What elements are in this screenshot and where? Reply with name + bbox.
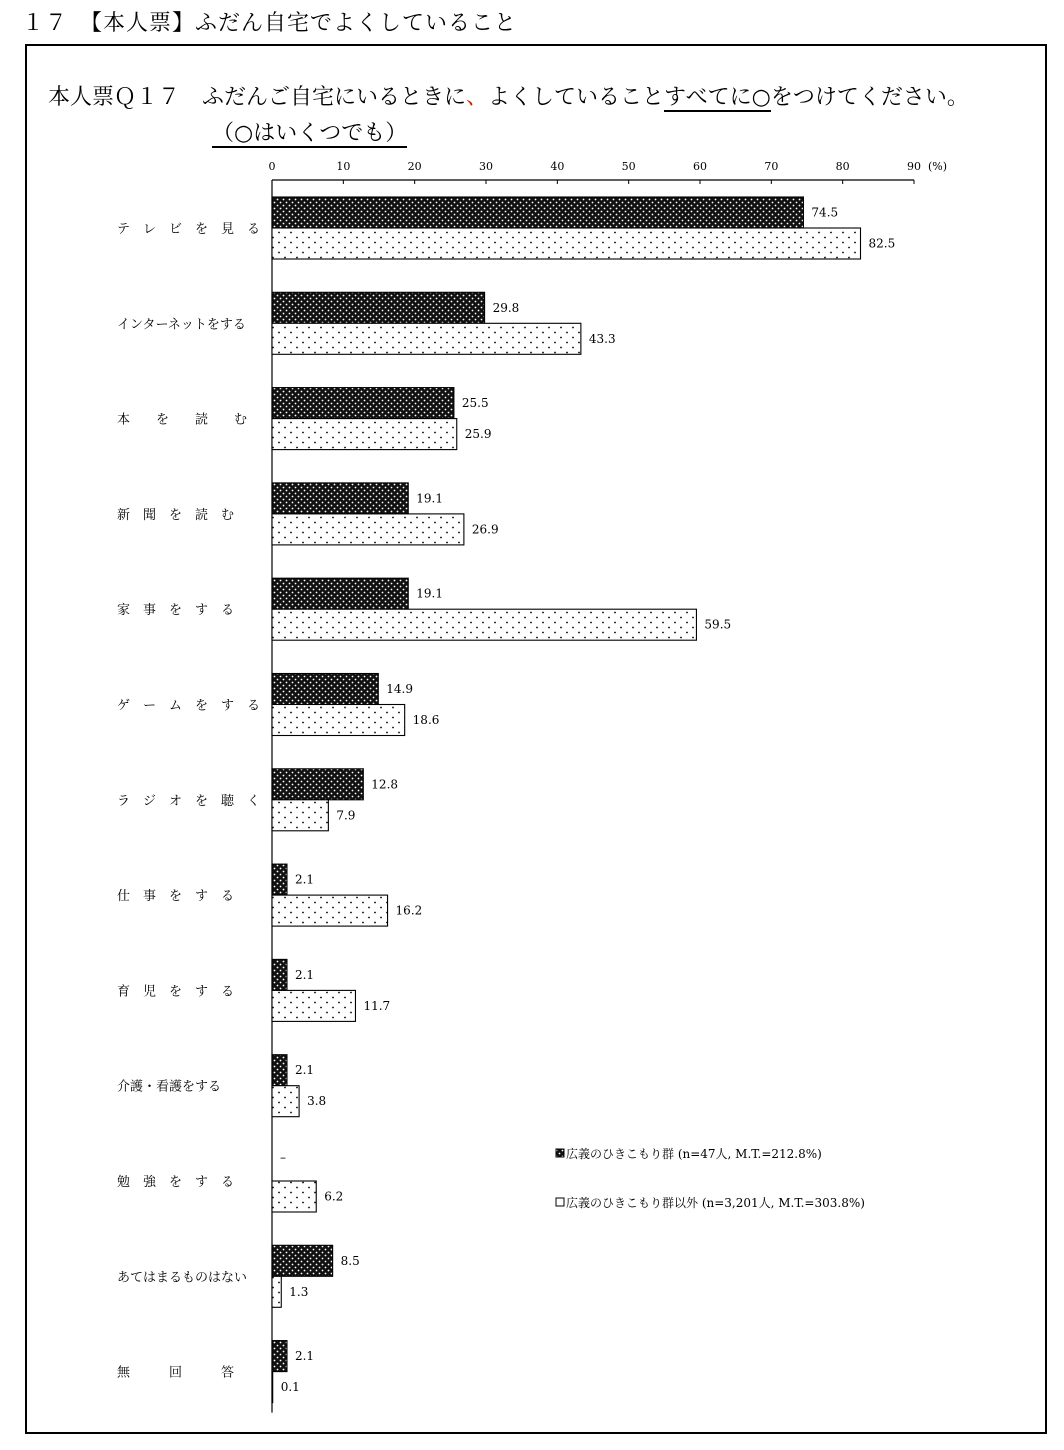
category-label: ラ ジ オ を 聴 く [117, 793, 261, 809]
question-underlined: すべてに○ [664, 85, 771, 110]
category-label: あてはまるものはない [117, 1270, 248, 1286]
value-label: 2.1 [294, 872, 315, 887]
value-label: 59.5 [704, 617, 732, 632]
tick-label: 30 [479, 160, 493, 173]
bar [272, 197, 803, 228]
bars [272, 197, 861, 1403]
value-label: 16.2 [395, 903, 423, 918]
value-label: 19.1 [416, 491, 443, 506]
value-label: 11.7 [363, 998, 391, 1013]
category-label: 家 事 を す る [117, 603, 235, 619]
category-label: テ レ ビ を 見 る [117, 222, 261, 237]
category-labels [117, 222, 260, 1381]
question-comma: 、 [466, 85, 489, 110]
value-label: 7.9 [336, 808, 356, 823]
tick-label: 60 [693, 160, 707, 173]
bar [272, 228, 861, 259]
legend-swatch [556, 1198, 564, 1206]
category-label: 育 児 を す る [117, 984, 235, 1000]
bar [272, 483, 408, 514]
section-heading: １７ 【本人票】ふだん自宅でよくしていること [22, 11, 518, 36]
value-label: 3.8 [307, 1094, 327, 1109]
category-label: 本 を 読 む [117, 412, 248, 428]
value-label: 0.1 [280, 1380, 300, 1395]
bar [272, 578, 408, 609]
value-label: 18.6 [412, 713, 440, 727]
category-label: ゲ ー ム を す る [117, 698, 261, 714]
tick-label: 40 [550, 160, 565, 173]
axis-unit: (%) [928, 160, 948, 173]
value-labels [280, 206, 895, 1395]
bar [272, 1276, 281, 1307]
category-label: インターネットをする [117, 317, 246, 333]
value-label: 2.1 [294, 1349, 315, 1364]
bar [272, 292, 485, 323]
value-label: 26.9 [471, 522, 499, 537]
value-label: 12.8 [371, 777, 399, 792]
bar [272, 1055, 287, 1086]
bar [272, 674, 378, 705]
bar [272, 609, 696, 640]
bar [272, 800, 328, 831]
bar [272, 864, 287, 895]
value-label: 25.5 [461, 396, 489, 411]
value-label: 2.1 [294, 967, 315, 982]
tick-label: 10 [336, 160, 351, 173]
bar [272, 895, 388, 926]
tick-label: 90 [907, 160, 921, 173]
bar [272, 705, 405, 736]
value-label: 82.5 [868, 236, 896, 251]
tick-label: 70 [764, 160, 779, 173]
bar [272, 419, 457, 450]
question-instruction: （○はいくつでも） [212, 121, 408, 146]
tick-label: 80 [835, 160, 850, 173]
tick-label: 20 [407, 160, 422, 173]
value-label: 43.3 [588, 331, 616, 346]
value-label: – [280, 1150, 286, 1165]
value-label: 1.3 [289, 1284, 309, 1299]
bar [272, 990, 355, 1021]
bar [272, 323, 581, 354]
bar [272, 959, 287, 990]
value-label: 74.5 [811, 205, 839, 220]
legend [556, 1147, 865, 1210]
tick-label: 50 [621, 160, 636, 173]
bar [272, 1245, 333, 1276]
category-label: 新 聞 を 読 む [117, 507, 235, 523]
bar [272, 1341, 287, 1372]
bar [272, 1181, 316, 1212]
category-label: 仕 事 を す る [117, 889, 235, 905]
category-label: 無 回 答 [117, 1365, 235, 1381]
value-label: 14.9 [386, 682, 414, 696]
question-suffix: をつけてください。 [770, 85, 969, 110]
category-label: 勉 強 を す る [117, 1175, 235, 1190]
bar [272, 769, 363, 800]
bar [272, 1372, 273, 1403]
bar [272, 388, 454, 419]
question-middle: よくしていること [488, 85, 665, 110]
value-label: 6.2 [324, 1189, 344, 1204]
category-label: 介護・看護をする [117, 1079, 222, 1095]
legend-swatch [556, 1149, 564, 1157]
value-label: 2.1 [294, 1063, 315, 1078]
bar [272, 1086, 299, 1117]
question-prefix: 本人票Ｑ１７ ふだんご自宅にいるときに [48, 85, 467, 110]
value-label: 8.5 [340, 1253, 360, 1268]
legend-label: 広義のひきこもり群以外 (n=3,201人, M.T.=303.8%) [566, 1196, 865, 1210]
tick-label: 0 [268, 160, 276, 173]
value-label: 25.9 [464, 427, 492, 442]
value-label: 19.1 [416, 586, 443, 601]
value-label: 29.8 [492, 300, 520, 315]
bar [272, 514, 464, 545]
legend-label: 広義のひきこもり群 (n=47人, M.T.=212.8%) [566, 1147, 822, 1161]
